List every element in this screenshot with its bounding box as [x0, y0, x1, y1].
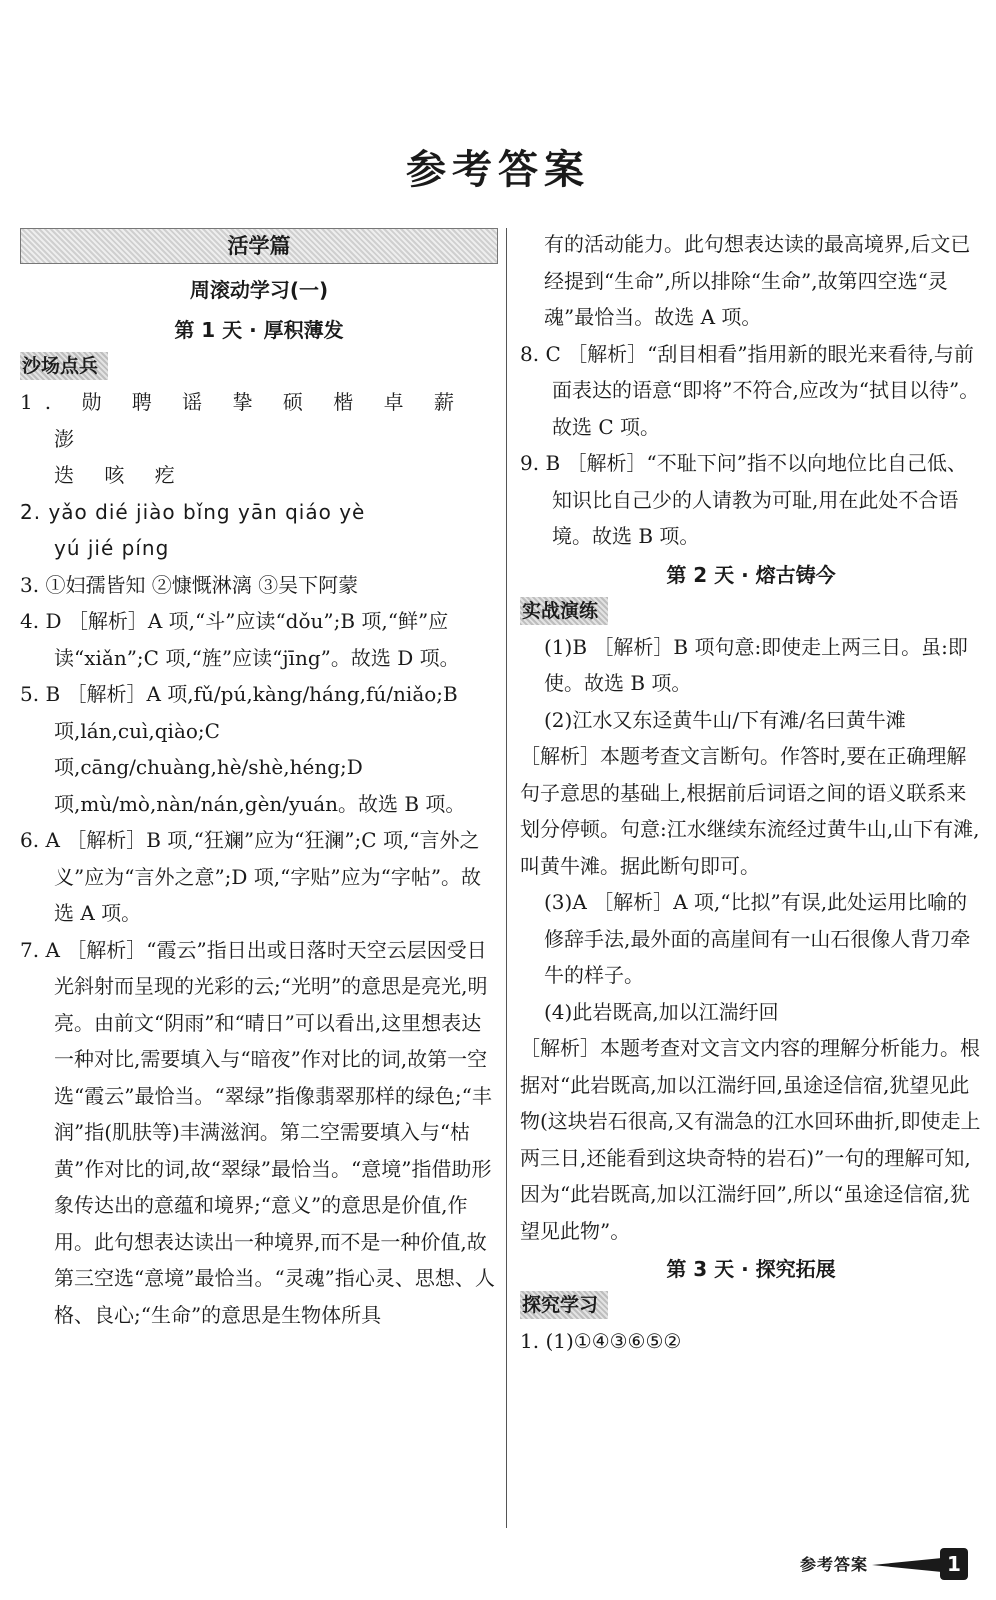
answer-line: 有的活动能力。此句想表达读的最高境界,后文已经提到“生命”,所以排除“生命”,故第四空选“灵魂”最恰当。故选 A 项。 [544, 232, 971, 329]
column-divider [506, 228, 507, 1528]
answer-line: 2. yǎo dié jiào bǐng yān qiáo yè [20, 499, 366, 524]
day3-title: 第 3 天 · 探究拓展 [666, 1257, 836, 1281]
day1-title: 第 1 天 · 厚积薄发 [174, 318, 344, 342]
tag-label: 实战演练 [520, 597, 608, 625]
answer-line: yú jié píng [54, 536, 170, 560]
answer-line: 7. A ［解析］“霞云”指日出或日落时天空云层因受日光斜射而呈现的光彩的云;“光明”的意思是亮光,明亮。由前文“阴雨”和“晴日”可以看出,这里想表达一种对比,需要填入与“暗夜”作对比的词,故第一空选“霞云”最恰当。“翠绿”指像翡翠那样的绿色;“丰润”指(肌肤等)丰满滋润。第二空需要填入与“枯黄”作对比的词,故“翠绿”最恰当。“意境”指借助形象传达出的意蕴和境界;“意义”的意思是价值,作用。此句想表达读出一种境界,而不是一种价值,故第三空选“意境”最恰当。“灵魂”指心灵、思想、人格、良心;“生命”的意思是生物体所具 [20, 937, 495, 1327]
answer-line: 5. B ［解析］A 项,fǔ/pú,kàng/háng,fú/niǎo;B 项,lán,cuì,qiào;C 项,cāng/chuàng,hè/shè,héng;D 项,mù/mò,nàn/nán,gèn/yuán。故选 B 项。 [20, 682, 466, 816]
left-column [20, 228, 498, 1333]
page-title: 参考答案 [406, 146, 590, 193]
page-footer [800, 1548, 970, 1582]
answer-line: 迭 咳 疙 [54, 463, 187, 487]
section-banner: 活学篇 [20, 228, 498, 264]
answer-line: 9. B ［解析］“不耻下问”指不以向地位比自己低、知识比自己少的人请教为可耻,用在此处不合语境。故选 B 项。 [520, 451, 967, 548]
tag-label: 沙场点兵 [20, 352, 108, 380]
section-title: 周滚动学习(一) [189, 278, 329, 302]
answer-line: (3)A ［解析］A 项,“比拟”有误,此处运用比喻的修辞手法,最外面的高崖间有一山石很像人背刀牵牛的样子。 [544, 890, 971, 987]
arrow-icon [872, 1558, 942, 1572]
tag-label: 探究学习 [520, 1291, 608, 1319]
answer-line: ［解析］本题考查对文言文内容的理解分析能力。根据对“此岩既高,加以江湍纡回,虽途迳信宿,犹望见此物(这块岩石很高,又有湍急的江水回环曲折,即使走上两三日,还能看到这块奇特的岩石)”一句的理解可知,因为“此岩既高,加以江湍纡回”,所以“虽途迳信宿,犹望见此物”。 [520, 1036, 981, 1243]
answer-line: 3. ①妇孺皆知 ②慷慨淋漓 ③吴下阿蒙 [20, 572, 359, 597]
answer-line: 1. 勋 聘 谣 挚 硕 楷 卓 薪 澎 [20, 390, 466, 451]
answer-line: (4)此岩既高,加以江湍纡回 [544, 999, 779, 1024]
answer-line: (2)江水又东迳黄牛山/下有滩/名曰黄牛滩 [544, 707, 906, 732]
answer-line: 6. A ［解析］B 项,“狂斓”应为“狂澜”;C 项,“言外之义”应为“言外之意”;D 项,“字贴”应为“字帖”。故选 A 项。 [20, 828, 482, 925]
answer-line: (1)B ［解析］B 项句意:即使走上两三日。虽:即使。故选 B 项。 [544, 634, 968, 695]
answer-line: 4. D ［解析］A 项,“斗”应读“dǒu”;B 项,“鲜”应读“xiǎn”;C 项,“旌”应读“jīng”。故选 D 项。 [20, 609, 460, 670]
page-number: 1 [940, 1548, 968, 1580]
day2-title: 第 2 天 · 熔古铸今 [666, 562, 836, 587]
answer-line: 8. C ［解析］“刮目相看”指用新的眼光来看待,与前面表达的语意“即将”不符合,应改为“拭目以待”。故选 C 项。 [520, 341, 980, 439]
right-column [520, 226, 982, 1360]
footer-label: 参考答案 [800, 1555, 869, 1574]
answer-line: 1. (1)①④③⑥⑤② [520, 1329, 682, 1353]
answer-line: ［解析］本题考查文言断句。作答时,要在正确理解句子意思的基础上,根据前后词语之间的语义联系来划分停顿。句意:江水继续东流经过黄牛山,山下有滩,叫黄牛滩。据此断句即可。 [520, 744, 980, 878]
